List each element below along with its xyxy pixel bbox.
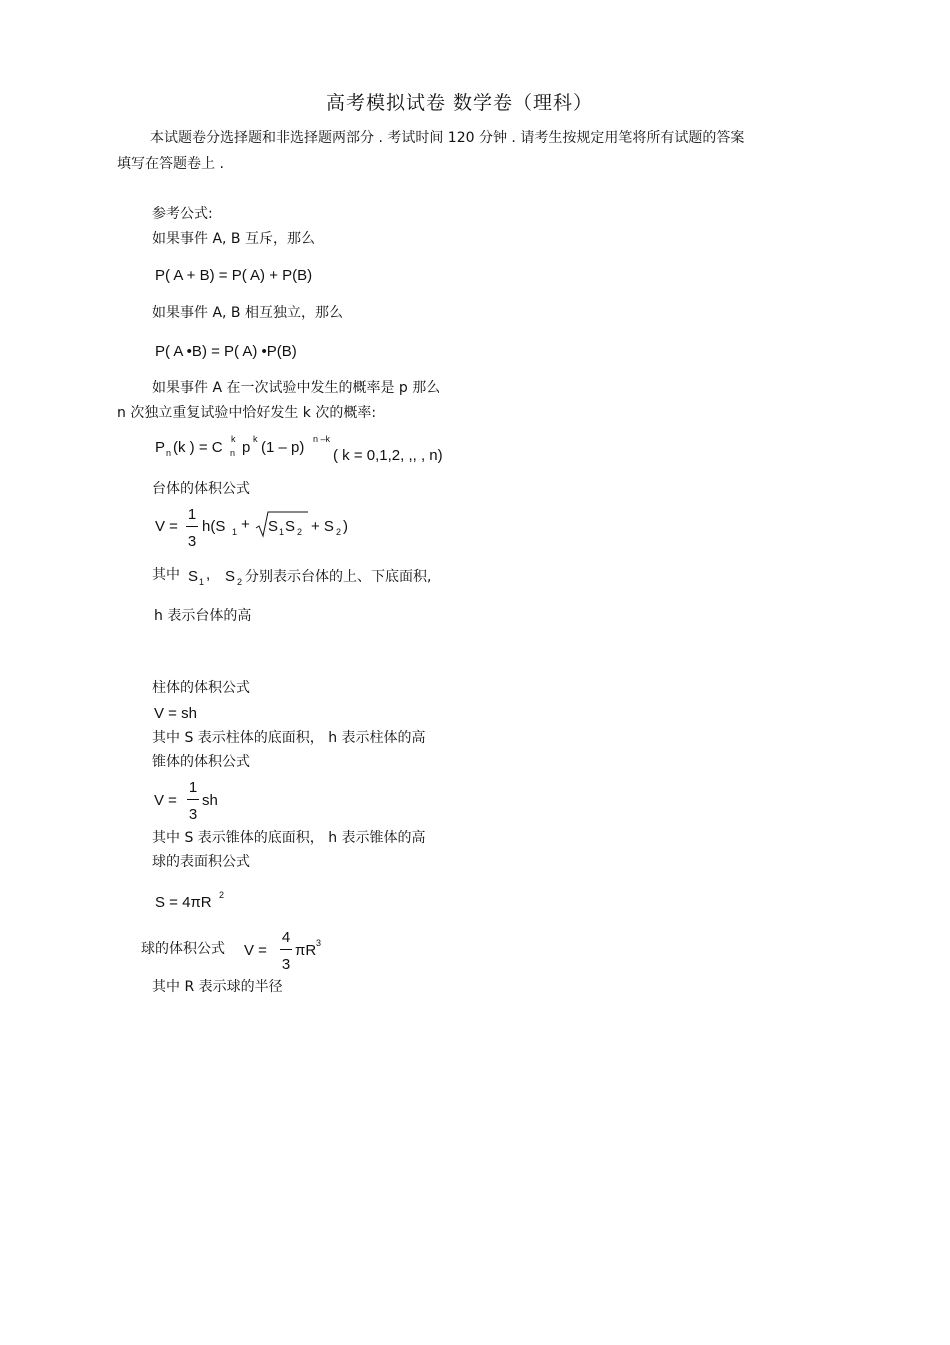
frustum-note-1-s2-sub: 2 (237, 577, 243, 587)
cone-heading: 锥体的体积公式 (152, 754, 250, 770)
cone-fraction-bar (187, 799, 199, 800)
frustum-heading: 台体的体积公式 (152, 481, 250, 497)
mutex-text: 如果事件 A, B 互斥，那么 (152, 231, 315, 247)
sphere-area-heading: 球的表面积公式 (152, 854, 250, 870)
mutex-formula: P( A + B) = P( A) + P(B) (155, 267, 313, 284)
binomial-text-2: n 次独立重复试验中恰好发生 k 次的概率: (117, 405, 377, 421)
frustum-sqrt-s2: S (285, 518, 296, 535)
binomial-mid: (k ) = C (173, 439, 223, 456)
reference-heading: 参考公式: (152, 206, 213, 222)
frustum-close: ) (343, 518, 348, 535)
sphere-volume-rest: πR (295, 942, 317, 959)
binomial-text-1: 如果事件 A 在一次试验中发生的概率是 p 那么 (152, 380, 441, 396)
sphere-volume-sup: 3 (316, 938, 322, 948)
frustum-note-1-a: 其中 (152, 567, 180, 583)
binomial-c-sup: k (231, 434, 236, 444)
page-title: 高考模拟试卷 数学卷（理科） (326, 92, 594, 114)
sphere-volume-fraction-bar (280, 949, 292, 950)
frustum-denominator: 3 (187, 533, 197, 550)
frustum-v-eq: V = (155, 518, 178, 535)
prism-note: 其中 S 表示柱体的底面积， h 表示柱体的高 (152, 730, 426, 746)
frustum-note-2: h 表示台体的高 (154, 608, 252, 624)
frustum-note-1-s1: S (188, 568, 199, 585)
indep-text: 如果事件 A, B 相互独立，那么 (152, 305, 343, 321)
sphere-volume-v-eq: V = (244, 942, 267, 959)
binomial-lhs: P (155, 439, 166, 456)
frustum-sqrt-s2-sub: 2 (297, 527, 303, 537)
frustum-s2-sub: 2 (336, 527, 342, 537)
binomial-rest: (1 – p) (261, 439, 305, 456)
sphere-area-sup: 2 (219, 890, 225, 900)
binomial-rest-sup: n –k (313, 434, 331, 444)
cone-denominator: 3 (188, 806, 198, 823)
binomial-c-sub: n (230, 448, 236, 458)
frustum-s1-sub: 1 (232, 527, 238, 537)
frustum-note-1-comma: , (206, 566, 211, 583)
frustum-note-1-s2: S (225, 568, 236, 585)
sphere-volume-denominator: 3 (281, 956, 291, 973)
prism-heading: 柱体的体积公式 (152, 680, 250, 696)
sphere-volume-note: 其中 R 表示球的半径 (152, 979, 283, 995)
frustum-sqrt-s1-sub: 1 (279, 527, 285, 537)
frustum-body-a: h(S (202, 518, 226, 535)
intro-line-1: 本试题卷分选择题和非选择题两部分 . 考试时间 120 分钟 . 请考生按规定用笔将所有试题的答案 (150, 130, 745, 146)
sphere-volume-label: 球的体积公式 (141, 941, 225, 957)
frustum-note-1-b: 分别表示台体的上、下底面积, (245, 569, 432, 585)
binomial-p: p (242, 439, 251, 456)
cone-note: 其中 S 表示锥体的底面积， h 表示锥体的高 (152, 830, 426, 846)
intro-line-2: 填写在答题卷上 . (117, 156, 224, 172)
frustum-fraction-bar (186, 526, 198, 527)
indep-formula: P( A •B) = P( A) •P(B) (155, 343, 297, 360)
binomial-lhs-sub: n (166, 448, 172, 458)
binomial-p-sup: k (253, 434, 258, 444)
prism-formula: V = sh (154, 705, 197, 722)
frustum-sqrt-s1: S (268, 518, 279, 535)
frustum-plus-1: + (241, 516, 250, 533)
cone-v-eq: V = (154, 792, 177, 809)
frustum-note-1-s1-sub: 1 (199, 577, 205, 587)
frustum-plus-2: + S (311, 518, 334, 535)
sphere-volume-numerator: 4 (281, 929, 291, 946)
sphere-area-main: S = 4πR (155, 894, 212, 911)
binomial-range: ( k = 0,1,2, ,, , n) (333, 447, 443, 464)
cone-rest: sh (202, 792, 218, 809)
cone-numerator: 1 (188, 779, 198, 796)
frustum-numerator: 1 (187, 506, 197, 523)
